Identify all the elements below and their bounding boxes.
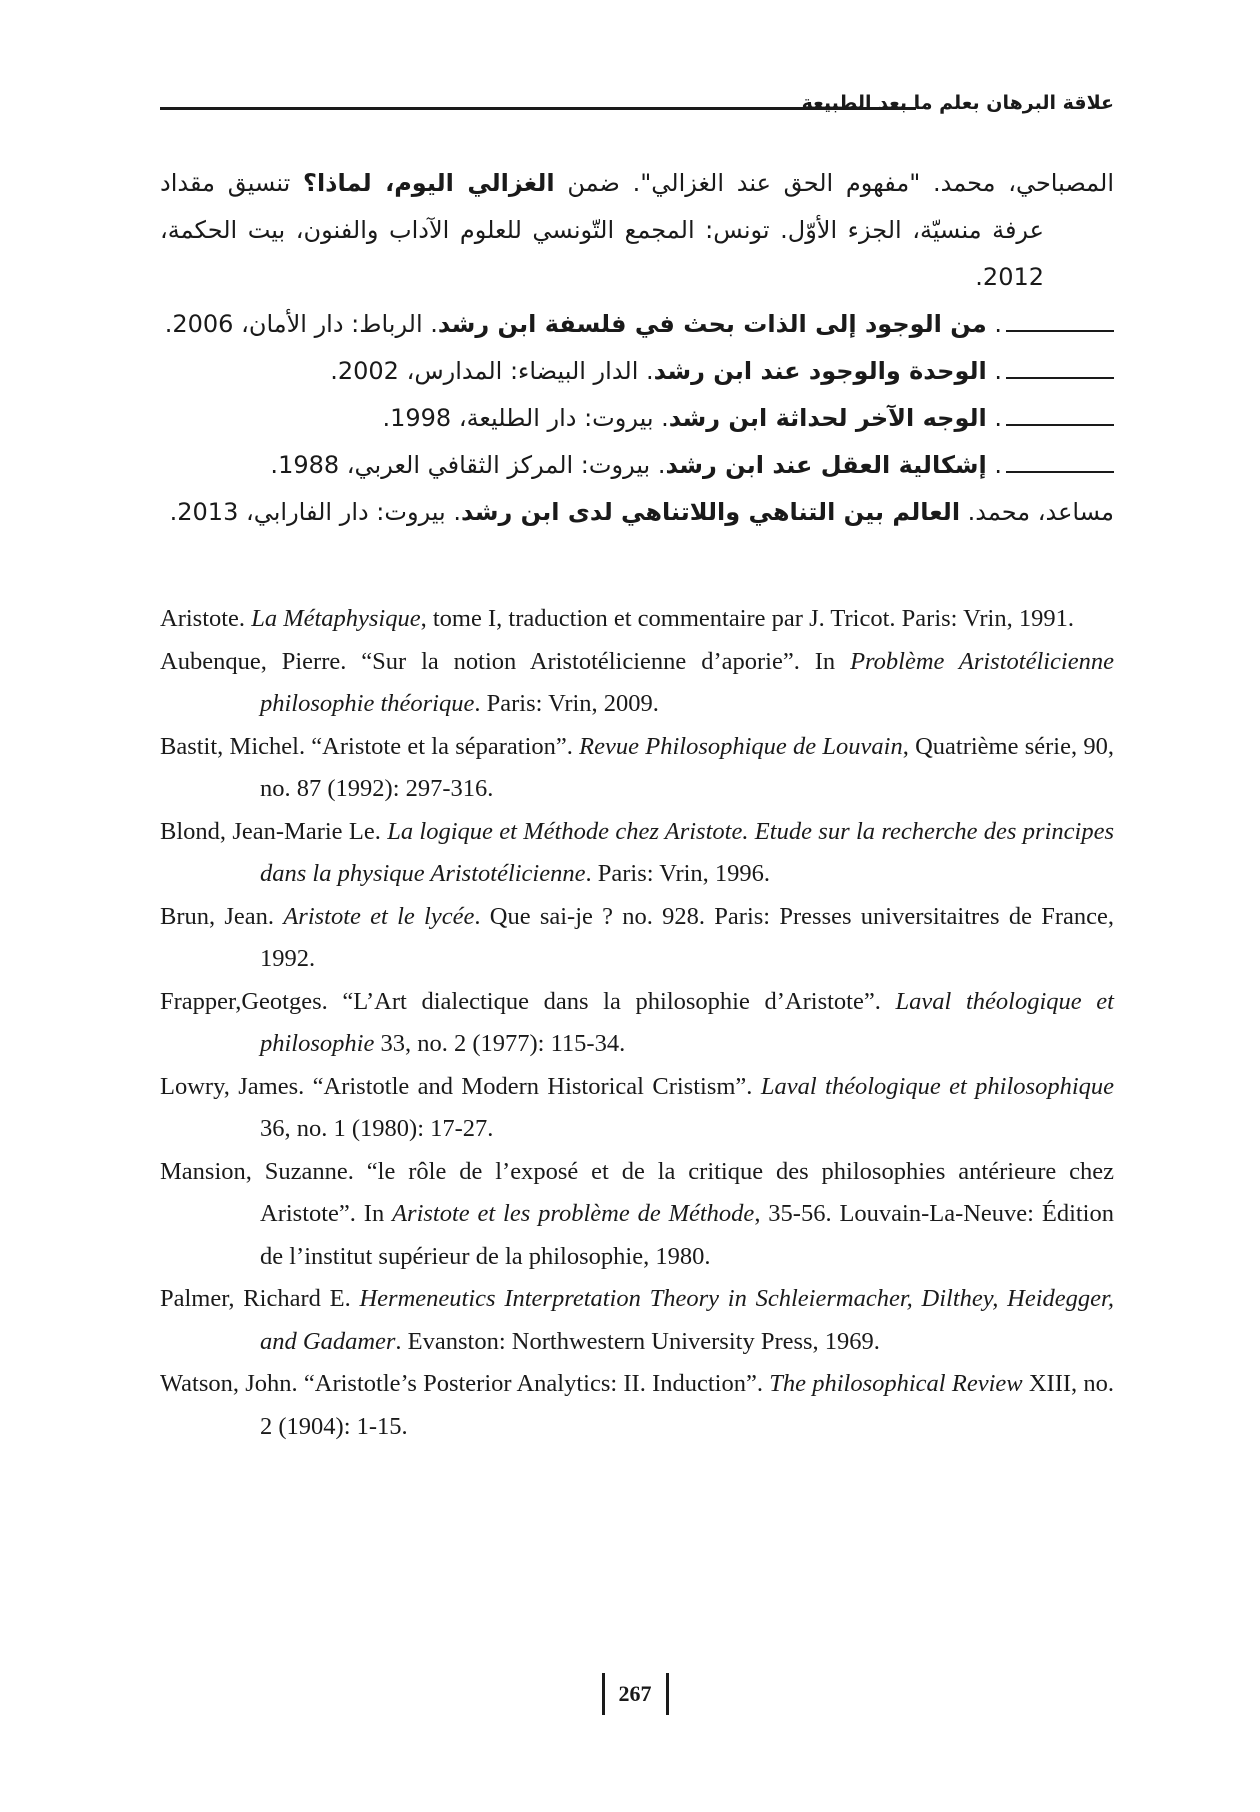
arabic-reference: . من الوجود إلى الذات بحث في فلسفة ابن رشد. الرباط: دار الأمان، 2006. [160, 301, 1114, 348]
french-reference: Frapper,Geotges. “L’Art dialectique dans la philosophie d’Aristote”. Laval théologique et philosophie 33, no. 2 (1977): 115-34. [160, 987, 1114, 1057]
french-reference: Brun, Jean. Aristote et le lycée. Que sai-je ? no. 928. Paris: Presses universitaitres de France, 1992. [160, 902, 1114, 972]
ditto-dash [1006, 455, 1114, 473]
page-number-bar-right [666, 1673, 669, 1715]
arabic-reference: . الوجه الآخر لحداثة ابن رشد. بيروت: دار الطليعة، 1998. [160, 395, 1114, 442]
arabic-reference: . الوحدة والوجود عند ابن رشد. الدار البيضاء: المدارس، 2002. [160, 348, 1114, 395]
french-reference: Lowry, James. “Aristotle and Modern Historical Cristism”. Laval théologique et philosophique 36, no. 1 (1980): 17-27. [160, 1072, 1114, 1142]
page-number-text: 267 [618, 1681, 652, 1706]
page-number [590, 1668, 680, 1720]
ditto-dash [1006, 408, 1114, 426]
header-title: علاقة البرهان بعلم ما بعد الطبيعة [801, 92, 1114, 114]
running-header [160, 86, 1114, 122]
french-reference: Mansion, Suzanne. “le rôle de l’exposé et de la critique des philosophies antérieure chez Aristote”. In Aristote et les problème de Méthode, 35-56. Louvain-La-Neuve: Édition de l’institut supérieur de la philosophie, 1980. [160, 1157, 1114, 1270]
arabic-reference: مساعد، محمد. العالم بين التناهي واللاتناهي لدى ابن رشد. بيروت: دار الفارابي، 2013. [169, 498, 1114, 526]
french-reference: Blond, Jean-Marie Le. La logique et Méthode chez Aristote. Etude sur la recherche des principes dans la physique Aristotélicienne. Paris: Vrin, 1996. [160, 817, 1114, 887]
french-bibliography [160, 598, 1114, 1448]
french-reference: Watson, John. “Aristotle’s Posterior Analytics: II. Induction”. The philosophical Review XIII, no. 2 (1904): 1-15. [160, 1370, 1114, 1440]
french-reference: Bastit, Michel. “Aristote et la séparation”. Revue Philosophique de Louvain, Quatrième série, 90, no. 87 (1992): 297-316. [160, 732, 1114, 802]
ditto-dash [1006, 361, 1114, 379]
french-reference: Palmer, Richard E. Hermeneutics Interpretation Theory in Schleiermacher, Dilthey, Heidegger, and Gadamer. Evanston: Northwestern University Press, 1969. [160, 1285, 1115, 1355]
arabic-reference: المصباحي، محمد. "مفهوم الحق عند الغزالي". ضمن الغزالي اليوم، لماذا؟ تنسيق مقداد عرفة منسيّة، الجزء الأوّل. تونس: المجمع التّونسي للعلوم الآداب والفنون، بيت الحكمة، 2012. [160, 169, 1115, 291]
arabic-bibliography [160, 160, 1114, 536]
ditto-dash [1006, 314, 1114, 332]
french-reference: Aristote. La Métaphysique, tome I, traduction et commentaire par J. Tricot. Paris: Vrin, 1991. [160, 605, 1074, 632]
arabic-reference: . إشكالية العقل عند ابن رشد. بيروت: المركز الثقافي العربي، 1988. [160, 442, 1114, 489]
french-reference: Aubenque, Pierre. “Sur la notion Aristotélicienne d’aporie”. In Problème Aristotélicienne philosophie théorique. Paris: Vrin, 2009. [160, 647, 1114, 717]
